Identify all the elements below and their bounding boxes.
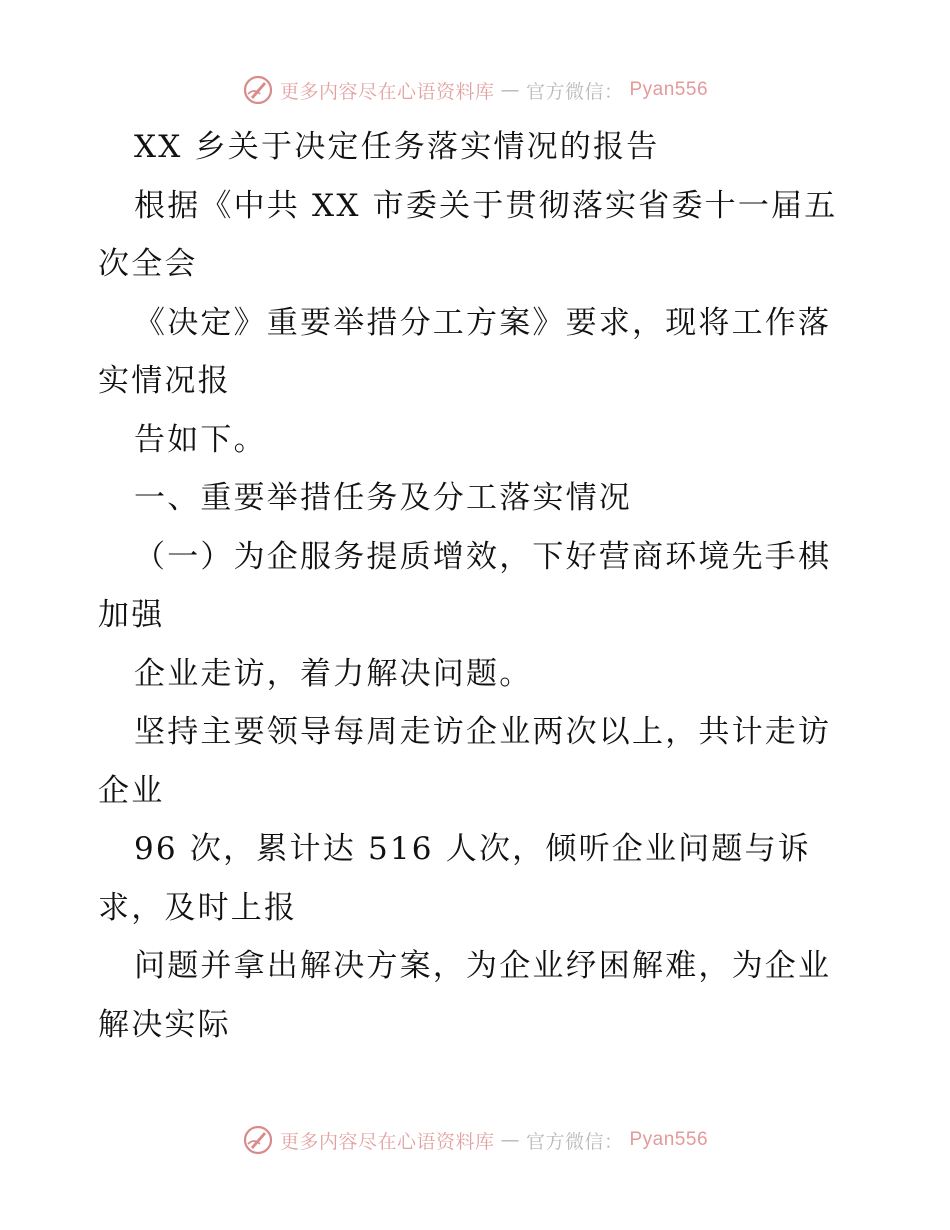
document-line: 根据《中共 XX 市委关于贯彻落实省委十一届五 [134, 187, 838, 224]
document-line: 《决定》重要举措分工方案》要求，现将工作落 [134, 304, 832, 341]
watermark-wechat-id: Pyan556 [629, 79, 709, 100]
document-line: 企业 [98, 772, 165, 809]
document-line: 实情况报 [98, 363, 231, 399]
document-line: 一、重要举措任务及分工落实情况 [134, 480, 632, 516]
document-line: 解决实际 [98, 1006, 231, 1043]
quill-seal-icon [242, 1124, 274, 1156]
watermark-wechat-label: 官方微信： [525, 80, 624, 103]
header-watermark [0, 70, 950, 110]
quill-seal-icon [242, 74, 274, 106]
document-line: 告如下。 [134, 421, 267, 458]
document-line: 企业走访，着力解决问题。 [134, 655, 533, 692]
document-line: 问题并拿出解决方案，为企业纾困解难，为企业 [134, 948, 832, 984]
watermark-wechat-label: 官方微信： [525, 1130, 624, 1153]
document-line: （一）为企服务提质增效，下好营商环境先手棋 [134, 538, 832, 575]
footer-watermark [0, 1120, 950, 1160]
document-line: 加强 [98, 597, 165, 633]
watermark-brand: 更多内容尽在心语资料库 [279, 1130, 495, 1153]
document-line: 坚持主要领导每周走访企业两次以上，共计走访 [134, 714, 832, 750]
document-line: XX 乡关于决定任务落实情况的报告 [134, 129, 660, 165]
document-line: 求，及时上报 [98, 889, 298, 926]
watermark-wechat-id: Pyan556 [629, 1129, 709, 1150]
document-body [98, 118, 858, 1054]
watermark-brand: 更多内容尽在心语资料库 [279, 80, 495, 103]
watermark-separator: — [500, 79, 520, 101]
document-line: 96 次，累计达 516 人次，倾听企业问题与诉 [134, 831, 811, 867]
document-line: 次全会 [98, 246, 198, 282]
watermark-separator: — [500, 1129, 520, 1151]
